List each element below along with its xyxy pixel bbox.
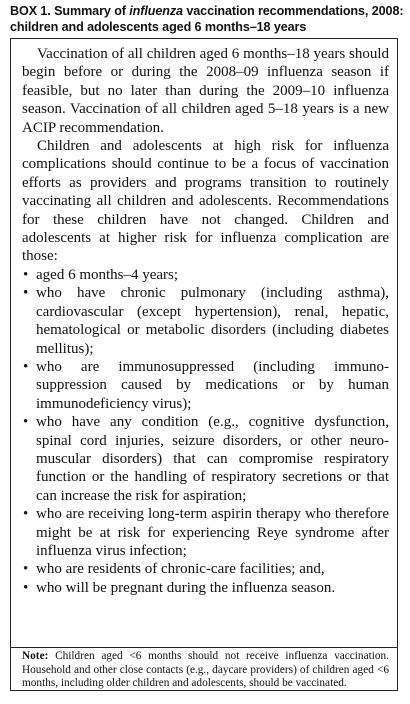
note-text: Children aged <6 months should not receive influenza vaccination. Household and other close contacts (e.g., daycare providers) of children aged <6 months, including older children and adolescents, should be vaccinated. [22,650,389,689]
list-item-text: who have chronic pulmonary (including asthma), cardiovascular (except hypertension), renal, hepatic, hematological or metabolic disorders (including diabetes mellitus); [36,285,389,357]
list-item-text: who are immunosuppressed (including immunosuppression caused by medications or by human immunodeficiency virus); [36,358,389,412]
paragraph-high-risk: Children and adolescents at high risk for influenza complications should continue to be a focus of vaccination efforts as providers and programs transition to routinely vaccinating all children and adolescents. Recommendations for these children have not changed. Children and adolescents at higher risk for influenza complication are those: [22,138,389,265]
bullet-glyph: • [23,358,29,375]
box-title-prefix: BOX 1. Summary of [10,4,130,18]
box-title [10,3,406,35]
list-item [22,579,389,597]
bullet-glyph: • [23,414,29,431]
list-item [22,560,389,578]
box-content [22,45,389,597]
bullet-glyph: • [23,561,29,578]
list-item [22,358,389,413]
recommendations-box [10,38,398,691]
list-item-text: who are residents of chronic-care facilities; and, [36,561,325,578]
bullet-glyph: • [23,266,29,283]
box-title-suffix: vaccination recommendations, 2008: children and adolescents aged 6 months–18 years [10,4,404,34]
list-item [22,266,389,284]
list-item-text: who will be pregnant during the influenza season. [36,579,336,596]
list-item [22,284,389,358]
bullet-glyph: • [23,579,29,596]
list-item-text: who have any condition (e.g., cognitive dysfunction, spinal cord injuries, seizure disorders, or other neuromuscular disorders) that can compromise respiratory function or the handling of respiratory secretions or that can increase the risk for aspiration; [36,414,389,504]
bullet-glyph: • [23,285,29,302]
high-risk-list [22,266,389,597]
box-note [22,650,389,691]
bullet-glyph: • [23,506,29,523]
list-item [22,413,389,505]
note-divider [11,647,397,648]
note-label: Note: [22,650,49,662]
list-item-text: who are receiving long-term aspirin therapy who therefore might be at risk for experiencing Reye syndrome after influenza virus infection; [36,506,389,559]
paragraph-universal-vaccination: Vaccination of all children aged 6 months–18 years should begin before or during the 2008–09 influenza season if feasible, but no later than during the 2009–10 influenza season. Vaccination of all children aged 5–18 years is a new ACIP recommendation. [22,46,389,136]
list-item-text: aged 6 months–4 years; [36,266,179,283]
list-item [22,505,389,560]
box-title-italic: influenza [129,4,183,18]
